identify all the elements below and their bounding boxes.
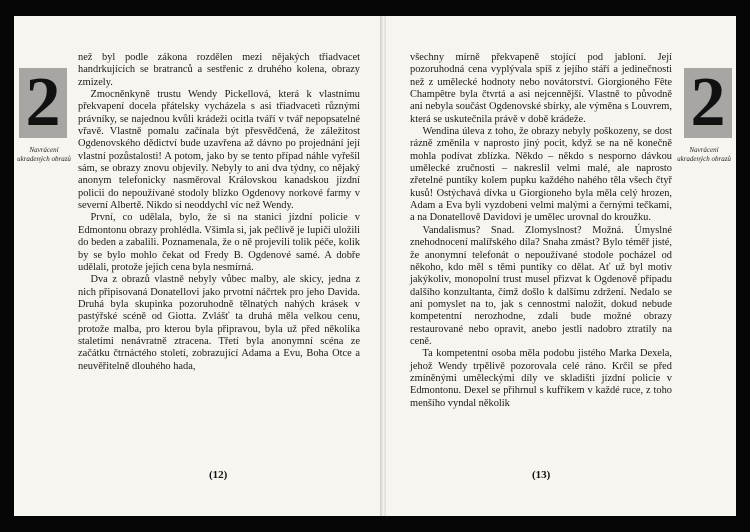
paragraph: všechny mírně překvapeně stojící pod jabloní. Její pozoruhodná cena vyplývala spíš z jejího stáří a jedinečnosti než z umělecké hodnoty nebo novátorství. Giorgioného Fête Champêtre byla čtvrtá a asi nejcennější. Vlastně to původně ani nebyla součást Ogdenovské sbírky, ale výměna s Louvrem, která se uskutečnila právě v době krádeže.	[410, 52, 672, 125]
paragraph: Wendina úleva z toho, že obrazy nebyly poškozeny, se dost rázně změnila v naprosto jiný pocit, když se na ně konečně mohla podívat zblízka. Někdo – někdo s nesporno dávkou umělecké zručnosti – nakreslil velmi malé, ale naprosto zřetelné puntíky kolem pupku každého nahého těla všech čtyř kusů! Ostýchavá dívka u Giorgioneho byla měla celý hrozen, Adam a Eva byli vyzdobeni velmi malými a černými tečkami, a na Donatellově Davidovi je umělec urovnal do kroužku.	[410, 126, 672, 224]
body-text	[78, 52, 360, 373]
chapter-number-box	[684, 64, 732, 141]
paragraph: Vandalismus? Snad. Zlomyslnost? Možná. Úmyslné znehodnocení malířského díla? Snaha zmást? Bylo téměř jisté, že anonymní telefonát o nepoužívané stodole pocházel od někoho, kdo měl s těmi puntíky co dělat. Ať už byl motiv jakýkoliv, monopolní trust musel přizvat k Ogdenově případu dalšího konzultanta, čímž došlo k dalšímu zdržení. Nedalo se ani pomyslet na to, jak s cennostmi naložit, dokud nebude kompetentní nerozhodne, zdali bude možné obrazy restaurované nebo opravit, anebo jestli nadobro ztratily na ceně.	[410, 224, 672, 347]
left-page	[14, 16, 382, 516]
body-text	[410, 52, 672, 410]
paragraph: První, co udělala, bylo, že si na stanici jízdní policie v Edmontonu obrazy prohlédla. Všimla si, jak pečlivě je lupiči uložili do beden a zabalili. Poznamenala, že o ně projevili tolik péče, kolik by se bylo mohlo čekat od Fredy B. Ogdenové samé. A dobře udělali, protože jejich cena byla nesmírná.	[78, 212, 360, 273]
margin-note: Navrácení ukradených obrazů	[17, 146, 71, 163]
margin-note: Navrácení ukradených obrazů	[677, 146, 731, 163]
chapter-number: 2	[25, 64, 61, 141]
page-number: (13)	[532, 469, 551, 481]
chapter-number: 2	[690, 64, 726, 141]
right-page	[386, 16, 736, 516]
paragraph: než byl podle zákona rozdělen mezi nějakých třiadvacet handrkujících se bratranců a sestřenic z druhého kolena, obrazy zmizely.	[78, 52, 360, 88]
page-number: (12)	[209, 469, 228, 481]
paragraph: Ta kompetentní osoba měla podobu jistého Marka Dexela, jehož Wendy trpělivě pozorovala celé ráno. Krčil se před zmíněnými uměleckými díly ve skladišti jízdní policie v Edmontonu. Dexel se přihrnul s kufříkem v každé ruce, z toho menšího vyndal několik	[410, 348, 672, 409]
paragraph: Zmocněnkyně trustu Wendy Pickellová, která k vlastnímu překvapení docela přátelsky vycházela s asi třiadvaceti různými právníky, se najednou kvůli krádeži ocitla tváří v tvář nepopsatelné vřavě. Vlastně pomalu začínala být přesvědčená, že záležitost Ogdenovského dědictví bude uzavřena až dávno po projednání její vlastní pozůstalosti! A potom, jako by se tento případ náhle vyřešil sám, se obrazy znovu objevily. Nebyly to ani dva týdny, co nějaký anonym telefonicky nasměroval Královskou kanadskou jízdní policii do nepoužívané stodoly blízko Ogdenovy norkové farmy v severní Albertě. Nikdo si neoddychl víc než Wendy.	[78, 89, 360, 212]
paragraph: Dva z obrazů vlastně nebyly vůbec malby, ale skicy, jedna z nich připisovaná Donatellovi jako prvotní náčrtek pro jeho Davida. Druhá byla skupinka pozoruhodně tělnatých nahých krásek v pastýřské scéně od Giotta. Zvlášť ta druhá měla velkou cenu, protože malba, pro kterou byla připravou, byla už před několika staletími nenávratně ztracena. Třetí byla anonymní scéna ze začátku čtrnáctého století, zobrazující Adama a Evu, Boha Otce a neuvěřitelně dlouhého hada,	[78, 274, 360, 372]
chapter-number-box	[19, 64, 67, 141]
